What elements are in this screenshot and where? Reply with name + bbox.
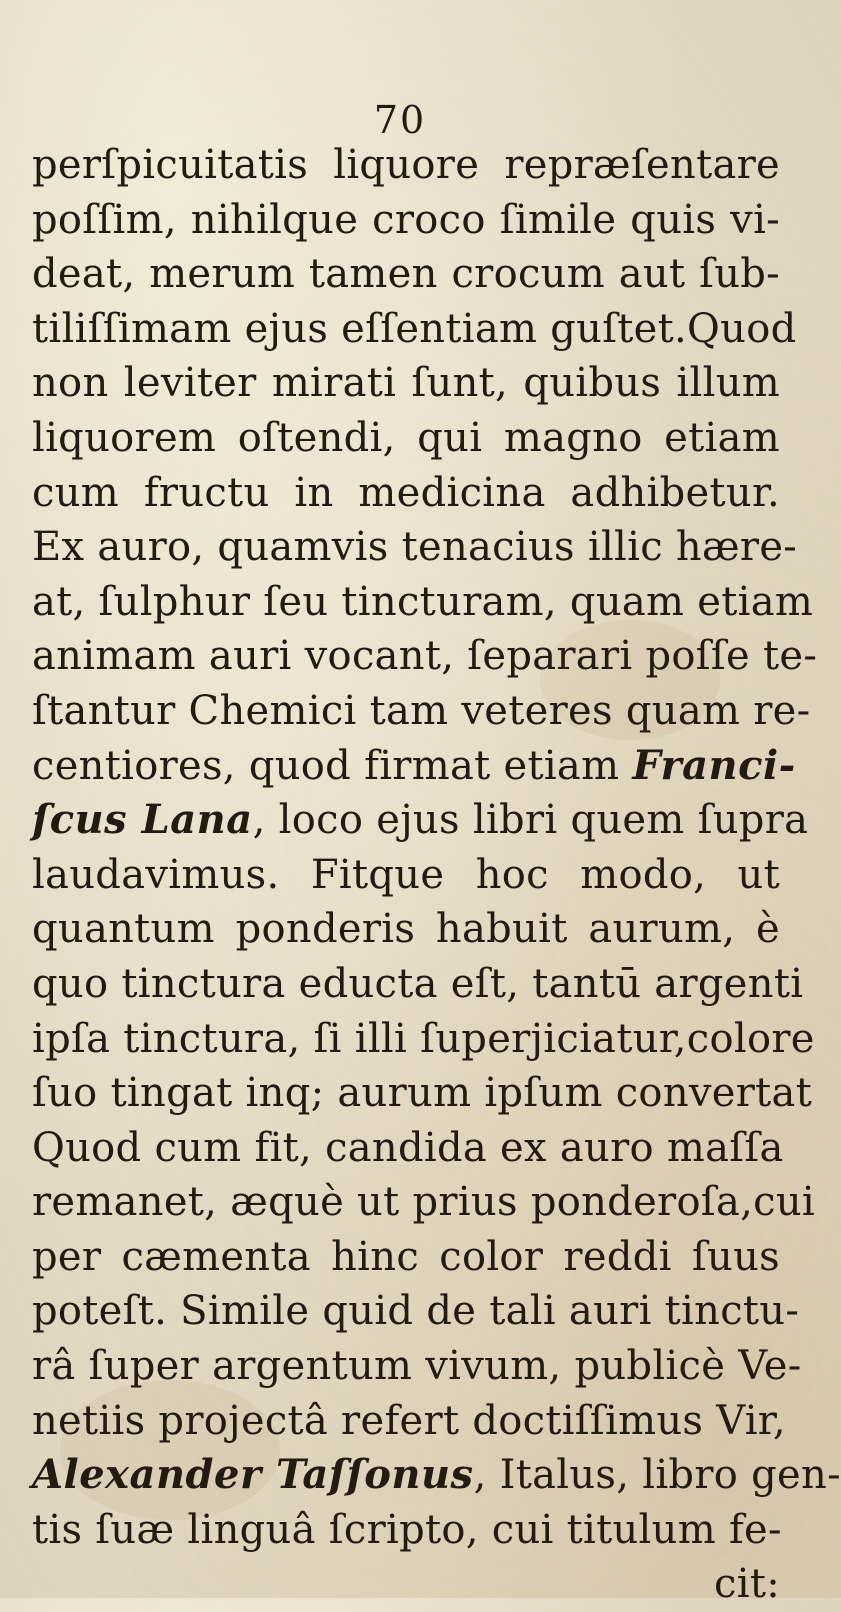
text-line bbox=[32, 1339, 802, 1394]
text-line bbox=[32, 138, 780, 193]
text-segment: râ ſuper argentum vivum, publicè Ve- bbox=[32, 1343, 802, 1390]
text-segment: at, ſulphur ſeu tincturam, quam etiam bbox=[32, 578, 814, 625]
text-line bbox=[32, 739, 796, 794]
text-line bbox=[32, 1284, 800, 1339]
text-segment: tis ſuæ linguâ ſcripto, cui titulum fe- bbox=[32, 1506, 782, 1553]
text-segment: deat, merum tamen crocum aut ſub- bbox=[32, 251, 780, 298]
text-line bbox=[32, 302, 797, 357]
text-segment: laudavimus. Fitque hoc modo, ut bbox=[32, 851, 780, 898]
italic-name: Franci- bbox=[632, 741, 796, 789]
text-segment: liquorem oſtendi, qui magno etiam bbox=[32, 414, 780, 461]
text-line bbox=[32, 1230, 780, 1285]
text-segment: ſtantur Chemici tam veteres quam re- bbox=[32, 687, 811, 734]
text-segment: ſuo tingat inq; aurum ipſum convertat bbox=[32, 1070, 813, 1117]
text-line bbox=[32, 957, 804, 1012]
text-segment: quantum ponderis habuit aurum, è bbox=[32, 906, 780, 953]
text-segment: centiores, quod firmat etiam bbox=[32, 742, 633, 789]
text-line bbox=[32, 193, 780, 248]
text-segment: poteſt. Simile quid de tali auri tinctu- bbox=[32, 1288, 800, 1335]
text-line bbox=[32, 1175, 815, 1230]
text-segment: animam auri vocant, ſeparari poſſe te- bbox=[32, 633, 818, 680]
text-segment: quo tinctura educta eſt, tantū argenti bbox=[32, 960, 804, 1007]
text-segment: perſpicuitatis liquore repræſentare bbox=[32, 142, 780, 188]
text-line bbox=[32, 1448, 841, 1503]
text-segment: , loco ejus libri quem ſupra bbox=[252, 797, 809, 844]
text-line bbox=[32, 1066, 813, 1121]
text-line bbox=[32, 466, 780, 521]
text-line bbox=[32, 1012, 815, 1067]
text-line bbox=[32, 684, 811, 739]
text-segment: , Italus, libro gen- bbox=[473, 1452, 841, 1499]
text-segment: remanet, æquè ut prius ponderoſa,cui bbox=[32, 1179, 815, 1226]
text-line bbox=[32, 793, 809, 848]
text-segment: tiliſſimam ejus eſſentiam guſtet.Quod bbox=[32, 305, 797, 352]
text-segment: cum fructu in medicina adhibetur. bbox=[32, 469, 780, 516]
text-segment: non leviter mirati ſunt, quibus illum bbox=[32, 360, 780, 407]
text-line bbox=[32, 247, 780, 302]
text-segment: per cæmenta hinc color reddi ſuus bbox=[32, 1233, 780, 1280]
text-line bbox=[32, 848, 780, 903]
text-line bbox=[32, 1121, 784, 1176]
text-line bbox=[32, 1503, 780, 1558]
text-segment: ipſa tinctura, ſi illi ſuperjiciatur,colore bbox=[32, 1015, 815, 1062]
text-line bbox=[32, 411, 780, 466]
text-line bbox=[32, 575, 814, 630]
italic-name: Alexander Taſſonus bbox=[32, 1451, 474, 1499]
text-line bbox=[32, 520, 798, 575]
text-line bbox=[32, 1394, 786, 1449]
text-segment: Ex auro, quamvis tenacius illic hære- bbox=[32, 524, 798, 571]
text-segment: cit: bbox=[714, 1561, 780, 1608]
text-line bbox=[32, 629, 818, 684]
text-segment: Quod cum fit, candida ex auro maſſa bbox=[32, 1124, 784, 1171]
text-segment: netiis projectâ refert doctiſſimus Vir, bbox=[32, 1397, 786, 1444]
text-line bbox=[32, 1557, 780, 1612]
text-line bbox=[32, 356, 780, 411]
body-text bbox=[32, 138, 841, 1612]
text-segment: poſſim, nihilque croco ſimile quis vi- bbox=[32, 196, 780, 243]
page-number: 70 bbox=[373, 98, 427, 142]
text-line bbox=[32, 902, 780, 957]
italic-name: ſcus Lana bbox=[32, 796, 253, 844]
